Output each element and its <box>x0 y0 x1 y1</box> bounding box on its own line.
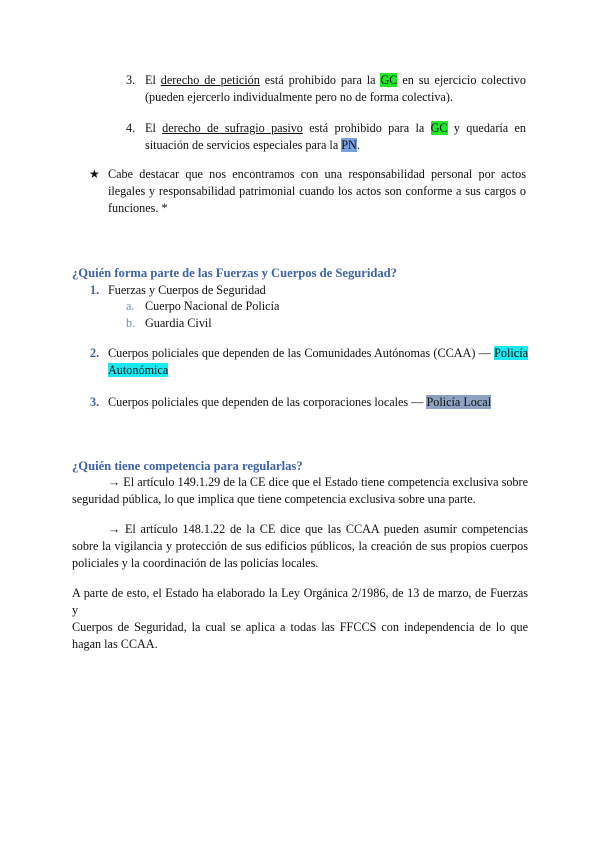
text: y quedaría en <box>447 121 526 135</box>
highlight-autonomica: Autonómica <box>108 363 169 377</box>
text: situación de servicios especiales para la <box>145 138 342 152</box>
text-line: hagan las CCAA. <box>72 637 158 651</box>
list-number-3: 3. <box>126 73 136 87</box>
list-number-2: 2. <box>90 346 100 360</box>
text: está prohibido para la <box>302 121 431 135</box>
sub-letter-b: b. <box>126 316 136 330</box>
list-number-3b: 3. <box>90 395 100 409</box>
section-heading-fuerzas: ¿Quién forma parte de las Fuerzas y Cuerpos de Seguridad? <box>72 266 397 280</box>
paragraph-149 <box>72 474 528 508</box>
list-number-1: 1. <box>90 283 100 297</box>
text: está prohibido para la <box>259 73 381 87</box>
text-line: → El artículo 149.1.29 de la CE dice que el Estado tiene competencia exclusiva sobre <box>108 475 528 489</box>
text: Cuerpos policiales que dependen de las corporaciones locales — <box>108 395 427 409</box>
text-line: policiales y la coordinación de las policías locales. <box>72 556 319 570</box>
list-number-4: 4. <box>126 121 136 135</box>
text-line: Cuerpos de Seguridad, la cual se aplica a todas las FFCCS con independencia de lo que <box>72 620 528 634</box>
highlight-gc: GC <box>380 73 398 87</box>
highlight-gc: GC <box>430 121 448 135</box>
text: Cuerpos policiales que dependen de las Comunidades Autónomas (CCAA) — <box>108 346 495 360</box>
paragraph-ley-organica <box>72 585 528 653</box>
underlined-term: derecho de sufragio pasivo <box>162 121 303 135</box>
sub-item-gc: Guardia Civil <box>145 316 212 330</box>
text-line: seguridad pública, lo que implica que tiene competencia exclusiva sobre una parte. <box>72 492 476 506</box>
highlight-policia: Policía <box>494 346 528 360</box>
paragraph-148 <box>72 521 528 572</box>
text-line: ilegales y responsabilidad patrimonial cuando los actos son conforme a sus cargos o <box>108 184 526 198</box>
text-line: A parte de esto, el Estado ha elaborado la Ley Orgánica 2/1986, de 13 de marzo, de Fuerzas y <box>72 586 528 617</box>
text-line: sobre la vigilancia y protección de sus edificios públicos, la creación de sus propios cuerpos <box>72 539 528 553</box>
highlight-policia-local: Policía Local <box>426 395 492 409</box>
text-line: Cabe destacar que nos encontramos con una responsabilidad personal por actos <box>108 167 526 181</box>
text-line: (pueden ejercerlo individualmente pero no de forma colectiva). <box>145 90 453 104</box>
text: . <box>356 138 360 152</box>
list-item-autonomica <box>108 345 528 379</box>
star-note <box>108 166 526 217</box>
star-icon: ★ <box>89 167 100 181</box>
highlight-pn: PN <box>341 138 357 152</box>
text-line: → El artículo 148.1.22 de la CE dice que las CCAA pueden asumir competencias <box>108 522 528 536</box>
text-line: funciones. * <box>108 201 168 215</box>
sub-item-cnp: Cuerpo Nacional de Policía <box>145 299 280 313</box>
text: El <box>145 121 163 135</box>
section-heading-competencia: ¿Quién tiene competencia para regularlas? <box>72 459 303 473</box>
text: en su ejercicio colectivo <box>397 73 526 87</box>
list-item-local <box>108 394 491 411</box>
text: El <box>145 73 161 87</box>
list-item-fuerzas: Fuerzas y Cuerpos de Seguridad <box>108 283 266 297</box>
list-item-4 <box>145 120 526 154</box>
list-item-3 <box>145 72 526 106</box>
sub-letter-a: a. <box>126 299 135 313</box>
underlined-term: derecho de petición <box>160 73 260 87</box>
